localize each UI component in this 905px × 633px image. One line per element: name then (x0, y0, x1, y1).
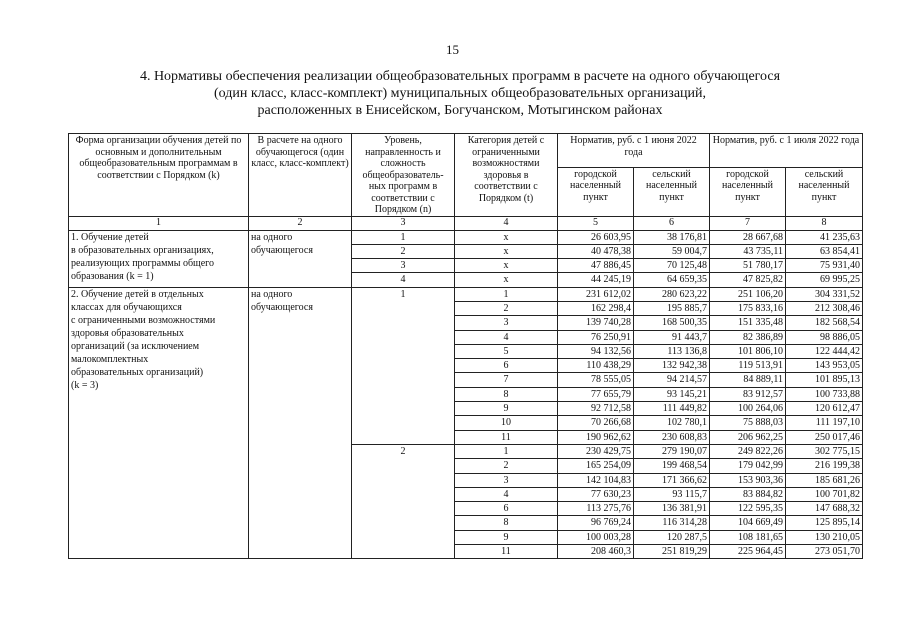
norm-july-rural: 111 197,10 (786, 416, 863, 430)
per-student-cell (249, 230, 352, 287)
norm-june-rural: 168 500,35 (634, 316, 710, 330)
table-row (69, 287, 863, 301)
norm-june-rural: 91 443,7 (634, 330, 710, 344)
category-cell: 9 (455, 402, 558, 416)
form-line: 2. Обучение детей в отдельных (71, 288, 204, 300)
norm-july-urban: 51 780,17 (710, 259, 786, 273)
norm-july-urban: 83 912,57 (710, 387, 786, 401)
table-row (69, 230, 863, 244)
header-urban-july: городской населенный пункт (710, 167, 786, 216)
title-line-2: (один класс, класс-комплект) муниципальных общеобразовательных организаций, (213, 86, 707, 101)
norm-june-urban: 76 250,91 (558, 330, 634, 344)
form-line: 1. Обучение детей (71, 231, 149, 243)
norm-june-rural: 113 136,8 (634, 344, 710, 358)
form-line: малокомплектных (71, 353, 149, 365)
table-body (69, 230, 863, 559)
norm-june-rural: 171 366,62 (634, 473, 710, 487)
norm-june-urban: 142 104,83 (558, 473, 634, 487)
norm-june-rural: 120 287,5 (634, 530, 710, 544)
norm-july-rural: 41 235,63 (786, 230, 863, 244)
norm-june-urban: 110 438,29 (558, 359, 634, 373)
norm-july-rural: 101 895,13 (786, 373, 863, 387)
per-student-cell (249, 287, 352, 559)
category-cell: х (455, 259, 558, 273)
norm-june-urban: 77 630,23 (558, 487, 634, 501)
column-number: 4 (455, 216, 558, 230)
norm-june-rural: 251 819,29 (634, 545, 710, 559)
norm-july-urban: 122 595,35 (710, 502, 786, 516)
per-student-line: на одного (251, 231, 293, 243)
norm-july-urban: 179 042,99 (710, 459, 786, 473)
norm-june-urban: 78 555,05 (558, 373, 634, 387)
norm-june-urban: 40 478,38 (558, 244, 634, 258)
form-line: с ограниченными возможностями (71, 314, 216, 326)
norm-june-urban: 26 603,95 (558, 230, 634, 244)
norm-june-urban: 165 254,09 (558, 459, 634, 473)
norm-july-rural: 120 612,47 (786, 402, 863, 416)
column-number: 2 (249, 216, 352, 230)
level-cell: 3 (352, 259, 455, 273)
category-cell: 2 (455, 301, 558, 315)
norm-july-rural: 147 688,32 (786, 502, 863, 516)
norm-june-rural: 102 780,1 (634, 416, 710, 430)
norm-july-rural: 122 444,42 (786, 344, 863, 358)
norm-june-urban: 230 429,75 (558, 444, 634, 458)
header-rural-july: сельский населенный пункт (786, 167, 863, 216)
form-line: (k = 3) (71, 379, 99, 391)
norm-july-urban: 251 106,20 (710, 287, 786, 301)
form-line: здоровья образовательных (71, 327, 184, 339)
norm-june-rural: 64 659,35 (634, 273, 710, 287)
norm-july-urban: 43 735,11 (710, 244, 786, 258)
document-title (60, 68, 860, 119)
norm-june-rural: 132 942,38 (634, 359, 710, 373)
norm-july-urban: 175 833,16 (710, 301, 786, 315)
norm-july-urban: 100 264,06 (710, 402, 786, 416)
norm-july-rural: 100 733,88 (786, 387, 863, 401)
category-cell: 8 (455, 387, 558, 401)
norm-july-urban: 151 335,48 (710, 316, 786, 330)
norm-june-urban: 92 712,58 (558, 402, 634, 416)
level-cell: 1 (352, 287, 455, 444)
norm-june-rural: 93 115,7 (634, 487, 710, 501)
norm-july-urban: 153 903,36 (710, 473, 786, 487)
norm-july-urban: 108 181,65 (710, 530, 786, 544)
category-cell: 9 (455, 530, 558, 544)
norm-july-urban: 28 667,68 (710, 230, 786, 244)
norm-july-urban: 101 806,10 (710, 344, 786, 358)
category-cell: 5 (455, 344, 558, 358)
category-cell: 2 (455, 459, 558, 473)
norm-july-urban: 47 825,82 (710, 273, 786, 287)
column-number: 7 (710, 216, 786, 230)
norm-july-rural: 250 017,46 (786, 430, 863, 444)
norm-july-rural: 69 995,25 (786, 273, 863, 287)
form-line: образования (k = 1) (71, 270, 154, 282)
form-line: классах для обучающихся (71, 301, 182, 313)
norm-june-rural: 195 885,7 (634, 301, 710, 315)
form-line: в образовательных организациях, (71, 244, 214, 256)
norm-june-rural: 38 176,81 (634, 230, 710, 244)
norm-june-rural: 94 214,57 (634, 373, 710, 387)
form-of-education-cell (69, 230, 249, 287)
norm-june-urban: 162 298,4 (558, 301, 634, 315)
level-cell: 1 (352, 230, 455, 244)
norm-july-rural: 63 854,41 (786, 244, 863, 258)
category-cell: х (455, 230, 558, 244)
level-cell: 2 (352, 244, 455, 258)
header-per-student: В расчете на одного обучающегося (один класс, класс-комплект) (249, 134, 352, 217)
norm-july-urban: 75 888,03 (710, 416, 786, 430)
column-number: 6 (634, 216, 710, 230)
category-cell: 1 (455, 444, 558, 458)
norm-june-rural: 136 381,91 (634, 502, 710, 516)
category-cell: 11 (455, 545, 558, 559)
form-line: образовательных организаций) (71, 366, 204, 378)
norm-july-rural: 75 931,40 (786, 259, 863, 273)
header-rural-june: сельский населенный пункт (634, 167, 710, 216)
norm-july-rural: 182 568,54 (786, 316, 863, 330)
norm-june-urban: 77 655,79 (558, 387, 634, 401)
column-number: 8 (786, 216, 863, 230)
category-cell: 4 (455, 487, 558, 501)
norm-july-urban: 104 669,49 (710, 516, 786, 530)
norm-june-urban: 70 266,68 (558, 416, 634, 430)
norm-july-rural: 302 775,15 (786, 444, 863, 458)
per-student-line: на одного (251, 288, 293, 300)
title-line-1: 4. Нормативы обеспечения реализации общеобразовательных программ в расчете на одного обучающегося (139, 69, 781, 84)
norms-table (68, 133, 863, 559)
norm-june-rural: 279 190,07 (634, 444, 710, 458)
category-cell: 6 (455, 502, 558, 516)
norm-june-urban: 44 245,19 (558, 273, 634, 287)
form-line: реализующих программы общего (71, 257, 215, 269)
category-cell: 3 (455, 473, 558, 487)
norm-june-urban: 139 740,28 (558, 316, 634, 330)
norm-june-rural: 70 125,48 (634, 259, 710, 273)
norm-june-rural: 93 145,21 (634, 387, 710, 401)
norm-july-urban: 225 964,45 (710, 545, 786, 559)
norm-june-urban: 96 769,24 (558, 516, 634, 530)
norm-june-urban: 94 132,56 (558, 344, 634, 358)
category-cell: 10 (455, 416, 558, 430)
form-line: организаций (за исключением (71, 340, 200, 352)
norm-july-rural: 212 308,46 (786, 301, 863, 315)
header-form: Форма организации обучения детей по основным и дополнительным общеобразовательным программам в соответствии с Порядком (k) (69, 134, 249, 217)
category-cell: 7 (455, 373, 558, 387)
category-cell: 4 (455, 330, 558, 344)
norm-july-rural: 273 051,70 (786, 545, 863, 559)
header-category: Категория детей с ограниченными возможностями здоровья в соответствии с Порядком (t) (455, 134, 558, 217)
norm-july-rural: 100 701,82 (786, 487, 863, 501)
category-cell: 8 (455, 516, 558, 530)
category-cell: 11 (455, 430, 558, 444)
column-number: 3 (352, 216, 455, 230)
norm-july-urban: 119 513,91 (710, 359, 786, 373)
norm-june-urban: 208 460,3 (558, 545, 634, 559)
norm-june-urban: 190 962,62 (558, 430, 634, 444)
category-cell: 6 (455, 359, 558, 373)
category-cell: 1 (455, 287, 558, 301)
category-cell: х (455, 244, 558, 258)
header-urban-june: городской населенный пункт (558, 167, 634, 216)
column-number: 1 (69, 216, 249, 230)
form-of-education-cell (69, 287, 249, 559)
level-cell: 2 (352, 444, 455, 558)
norm-june-rural: 230 608,83 (634, 430, 710, 444)
norm-july-rural: 216 199,38 (786, 459, 863, 473)
norm-july-urban: 84 889,11 (710, 373, 786, 387)
norm-june-rural: 111 449,82 (634, 402, 710, 416)
norm-july-rural: 304 331,52 (786, 287, 863, 301)
norm-july-urban: 82 386,89 (710, 330, 786, 344)
category-cell: 3 (455, 316, 558, 330)
norm-july-rural: 98 886,05 (786, 330, 863, 344)
level-cell: 4 (352, 273, 455, 287)
table-header (69, 134, 863, 231)
column-number: 5 (558, 216, 634, 230)
norm-july-urban: 206 962,25 (710, 430, 786, 444)
header-norm-june: Норматив, руб. с 1 июня 2022 года (558, 134, 710, 168)
title-line-3: расположенных в Енисейском, Богучанском, Мотыгинском районах (257, 103, 663, 118)
category-cell: х (455, 273, 558, 287)
norm-june-rural: 59 004,7 (634, 244, 710, 258)
per-student-line: обучающегося (251, 301, 313, 313)
norm-july-urban: 249 822,26 (710, 444, 786, 458)
norm-june-rural: 199 468,54 (634, 459, 710, 473)
norm-july-rural: 185 681,26 (786, 473, 863, 487)
per-student-line: обучающегося (251, 244, 313, 256)
norm-june-urban: 100 003,28 (558, 530, 634, 544)
norm-july-rural: 130 210,05 (786, 530, 863, 544)
norm-june-urban: 231 612,02 (558, 287, 634, 301)
norm-july-rural: 125 895,14 (786, 516, 863, 530)
norm-june-urban: 113 275,76 (558, 502, 634, 516)
page-number: 15 (446, 42, 459, 57)
norm-july-urban: 83 884,82 (710, 487, 786, 501)
norm-june-urban: 47 886,45 (558, 259, 634, 273)
norm-june-rural: 280 623,22 (634, 287, 710, 301)
norm-june-rural: 116 314,28 (634, 516, 710, 530)
header-norm-july: Норматив, руб. с 1 июля 2022 года (710, 134, 863, 168)
header-level: Уровень, направленность и сложность общеобразователь-ных программ в соответствии с Порядком (n) (352, 134, 455, 217)
norm-july-rural: 143 953,05 (786, 359, 863, 373)
column-numbers-row (69, 216, 863, 230)
